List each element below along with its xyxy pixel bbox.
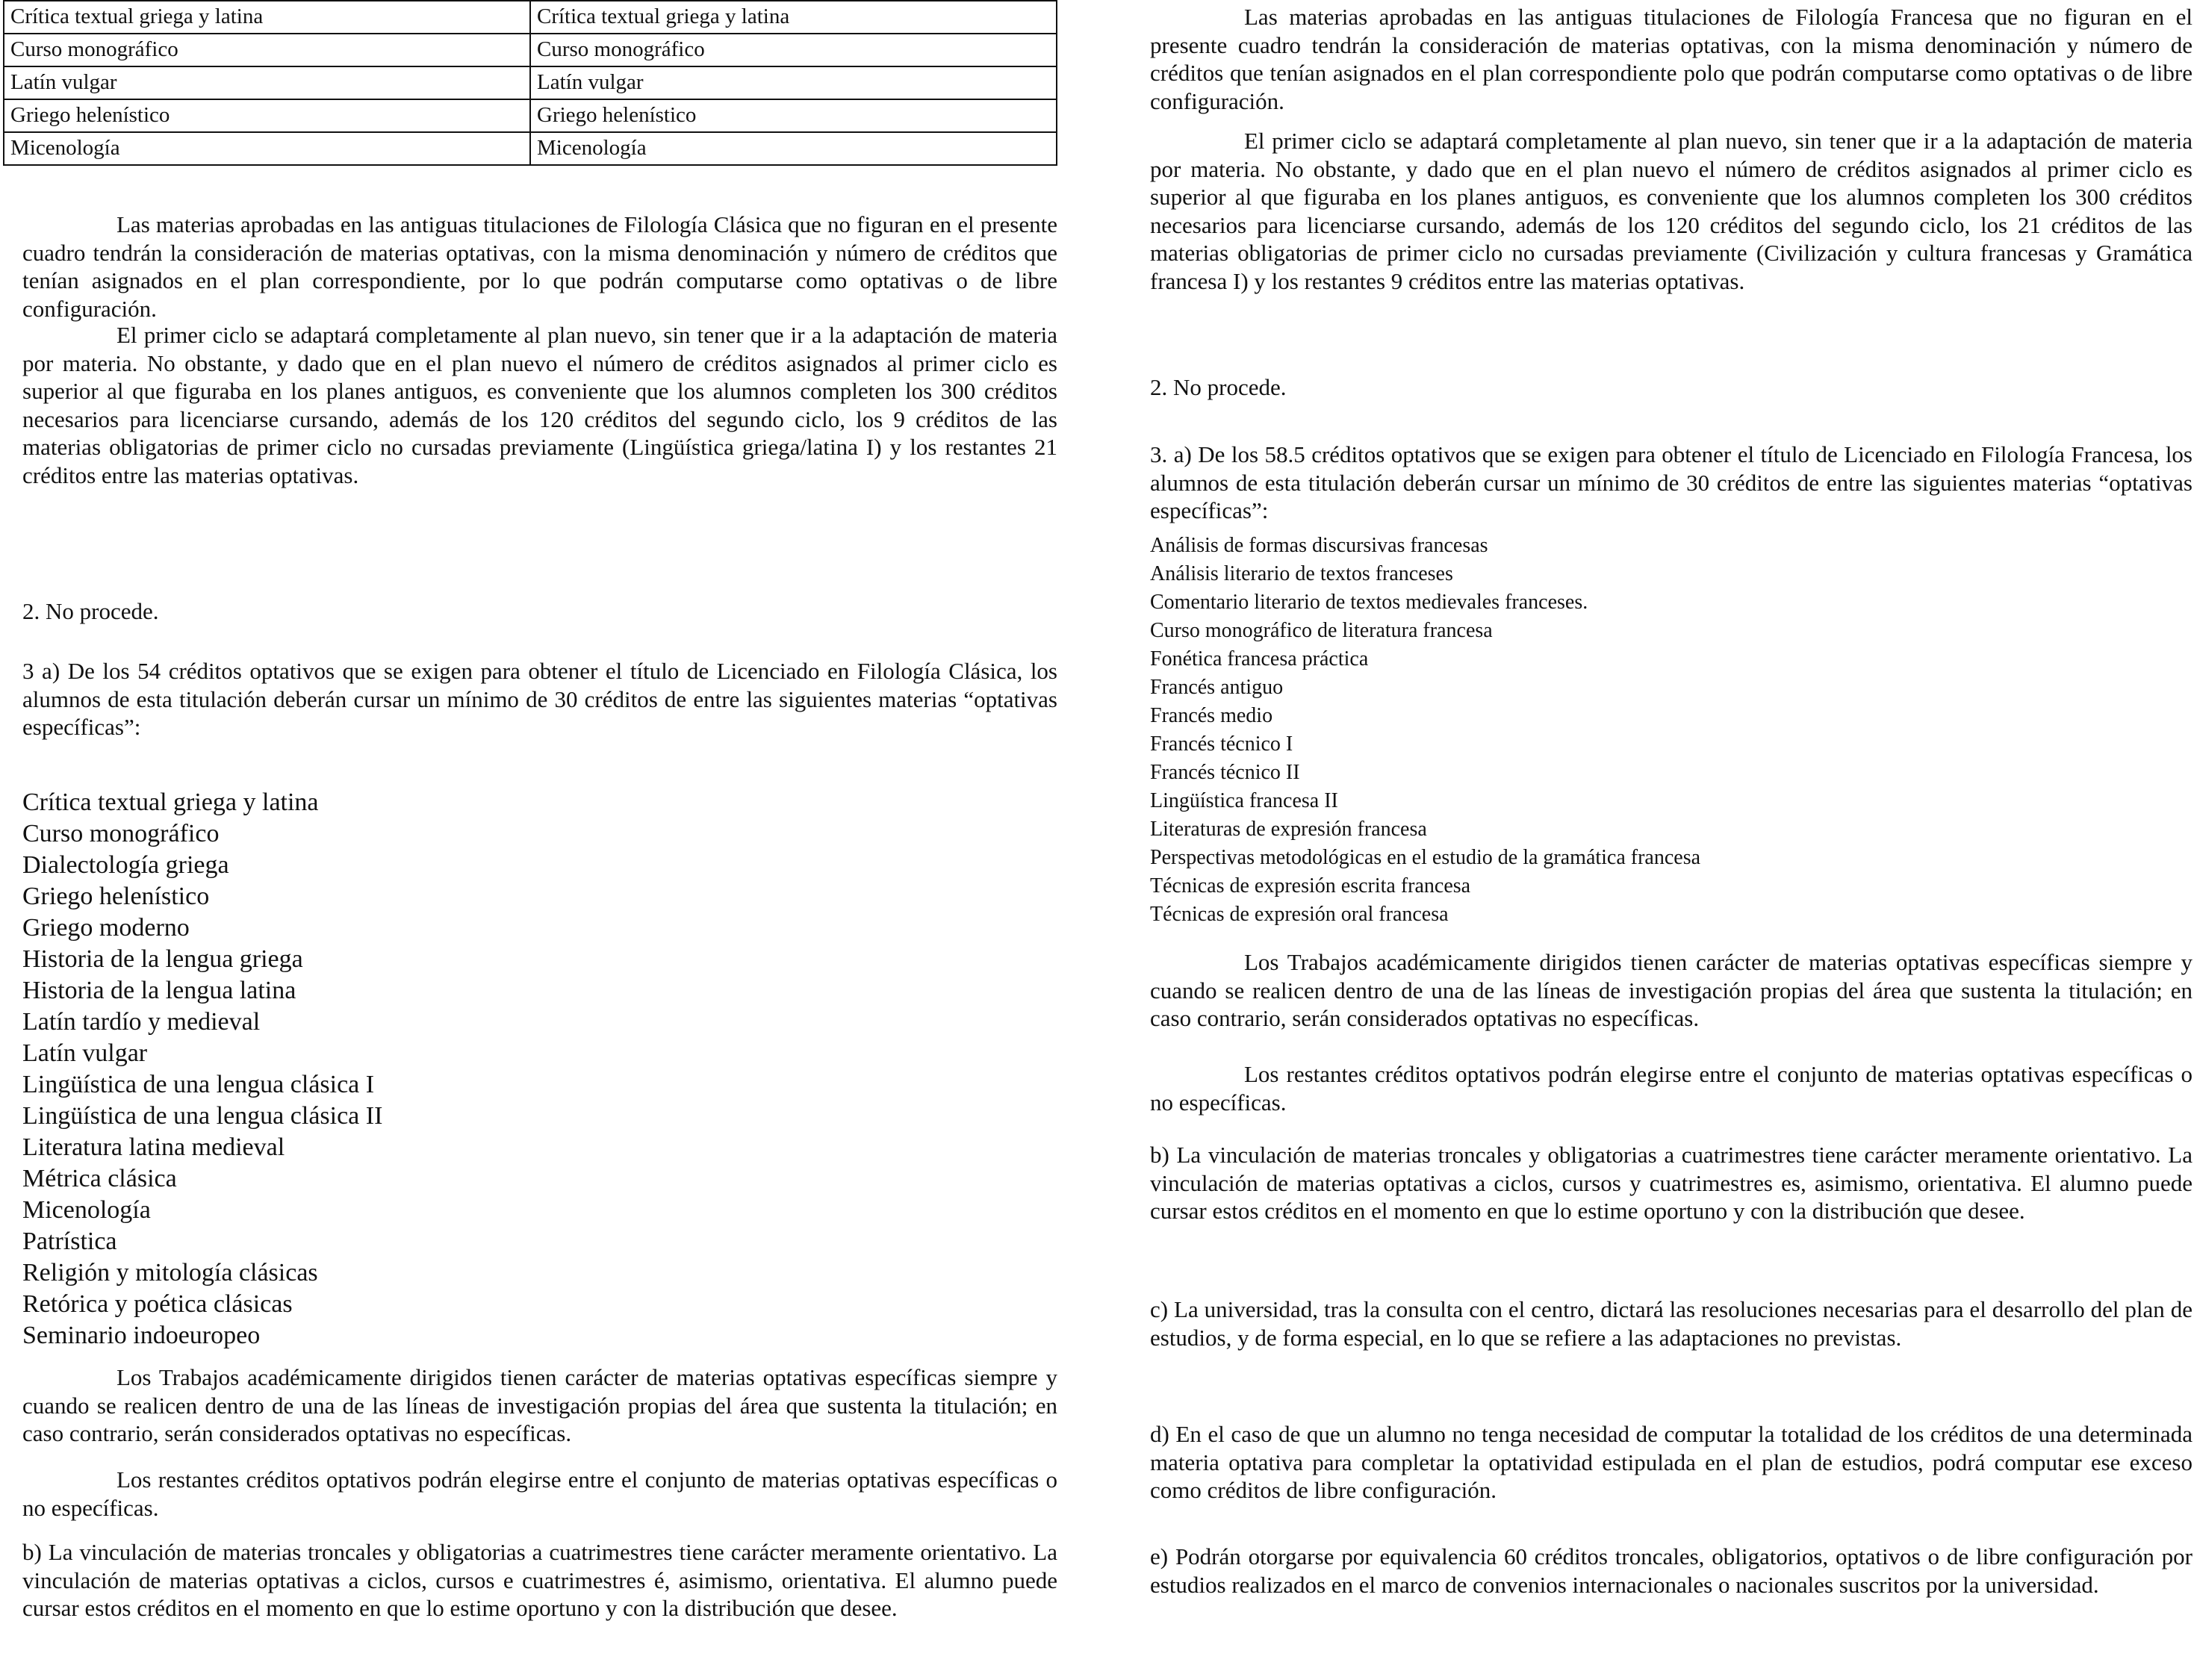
list-item: Perspectivas metodológicas en el estudio de la gramática francesa [1150, 846, 1701, 869]
list-item: Historia de la lengua griega [22, 945, 303, 973]
table-cell: Curso monográfico [4, 34, 530, 66]
list-item: Lingüística de una lengua clásica I [22, 1071, 375, 1098]
optional-subjects-list [22, 787, 1057, 1351]
list-item: Lingüística de una lengua clásica II [22, 1102, 383, 1130]
list-item: Seminario indoeuropeo [22, 1322, 261, 1349]
paragraph: d) En el caso de que un alumno no tenga necesidad de computar la totalidad de los créditos de una determinada materia optativa para completar la optatividad estipulada en el plan de estudios, podrá computar ese exceso como créditos de libre configuración. [1150, 1421, 2193, 1503]
table-row [4, 99, 1057, 132]
list-item: Métrica clásica [22, 1165, 177, 1192]
paragraph: Los restantes créditos optativos podrán elegirse entre el conjunto de materias optativas específicas o no específicas. [1150, 1061, 2193, 1116]
paragraph: Las materias aprobadas en las antiguas titulaciones de Filología Francesa que no figuran en el presente cuadro tendrán la consideración de materias optativas, con la misma denominación y número de créditos que tenían asignados en el plan correspondiente polo que podrán computarse como optativas o de libre configuración. [1150, 4, 2193, 114]
list-item: Curso monográfico [22, 820, 220, 847]
list-item: Francés técnico I [1150, 732, 1293, 756]
table-row [4, 66, 1057, 99]
table-cell: Latín vulgar [4, 66, 530, 99]
paragraph: c) La universidad, tras la consulta con el centro, dictará las resoluciones necesarias para el desarrollo del plan de estudios, y de forma especial, en lo que se refiere a las adaptaciones no previstas. [1150, 1296, 2193, 1351]
paragraph: e) Podrán otorgarse por equivalencia 60 créditos troncales, obligatorios, optativos o de libre configuración por estudios realizados en el marco de convenios internacionales o nacionales suscritos por la universidad. [1150, 1543, 2193, 1598]
table-cell: Micenología [4, 132, 530, 165]
list-item: Lingüística francesa II [1150, 789, 1338, 812]
table-row [4, 34, 1057, 66]
paragraph: 2. No procede. [1150, 374, 1287, 400]
list-item: Griego helenístico [22, 883, 210, 910]
table-cell: Griego helenístico [530, 99, 1057, 132]
list-item: Retórica y poética clásicas [22, 1290, 293, 1318]
paragraph: 3 a) De los 54 créditos optativos que se exigen para obtener el título de Licenciado en Filología Clásica, los alumnos de esta titulación deberán cursar un mínimo de 30 créditos de entre las siguientes materias “optativas específicas”: [22, 658, 1057, 740]
list-item: Técnicas de expresión oral francesa [1150, 903, 1449, 926]
table-row [4, 1, 1057, 34]
list-item: Fonética francesa práctica [1150, 647, 1369, 671]
table-cell: Crítica textual griega y latina [530, 1, 1057, 34]
paragraph: Los Trabajos académicamente dirigidos tienen carácter de materias optativas específicas siempre y cuando se realicen dentro de una de las líneas de investigación propias del área que sustenta la titulación; en caso contrario, serán considerados optativas no específicas. [1150, 949, 2193, 1031]
list-item: Patrística [22, 1228, 117, 1255]
list-item: Griego moderno [22, 914, 190, 942]
list-item: Dialectología griega [22, 851, 229, 879]
paragraph: 3. a) De los 58.5 créditos optativos que se exigen para obtener el título de Licenciado en Filología Francesa, los alumnos de esta titulación deberán cursar un mínimo de 30 créditos de entre las siguientes materias “optativas específicas”: [1150, 441, 2193, 523]
paragraph: El primer ciclo se adaptará completamente al plan nuevo, sin tener que ir a la adaptación de materia por materia. No obstante, y dado que en el plan nuevo el número de créditos asignados al primer ciclo es superior al que figuraba en los planes antiguos, es conveniente que los alumnos completen los 300 créditos necesarios para licenciarse cursando, además de los 120 créditos del segundo ciclo, los 9 créditos de las materias obligatorias de primer ciclo no cursadas previamente (Lingüística griega/latina I) y los restantes 21 créditos entre las materias optativas. [22, 322, 1057, 488]
list-item: Francés técnico II [1150, 761, 1300, 784]
paragraph: 2. No procede. [22, 598, 159, 624]
optional-subjects-list [1150, 532, 2193, 929]
table-cell: Crítica textual griega y latina [4, 1, 530, 34]
list-item: Crítica textual griega y latina [22, 788, 319, 816]
paragraph: Las materias aprobadas en las antiguas titulaciones de Filología Clásica que no figuran en el presente cuadro tendrán la consideración de materias optativas, con la misma denominación y número de créditos que tenían asignados en el plan correspondiente, por lo que podrán computarse como optativas o de libre configuración. [22, 211, 1057, 322]
list-item: Comentario literario de textos medievales franceses. [1150, 591, 1588, 614]
paragraph: Los Trabajos académicamente dirigidos tienen carácter de materias optativas específicas siempre y cuando se realicen dentro de una de las líneas de investigación propias del área que sustenta la titulación; en caso contrario, serán considerados optativas no específicas. [22, 1364, 1057, 1446]
list-item: Micenología [22, 1196, 151, 1224]
list-item: Francés medio [1150, 704, 1273, 727]
paragraph: El primer ciclo se adaptará completamente al plan nuevo, sin tener que ir a la adaptación de materia por materia. No obstante, y dado que en el plan nuevo el número de créditos asignados al primer ciclo es superior al que figuraba en los planes antiguos, es conveniente que los alumnos completen los 300 créditos necesarios para licenciarse cursando, además de los 120 créditos del segundo ciclo, los 21 créditos de las materias obligatorias de primer ciclo no cursadas previamente (Civilización y cultura francesas y Gramática francesa I) y los restantes 9 créditos entre las materias optativas. [1150, 128, 2193, 294]
list-item: Literaturas de expresión francesa [1150, 818, 1427, 841]
paragraph: b) La vinculación de materias troncales y obligatorias a cuatrimestres tiene carácter meramente orientativo. La vinculación de materias optativas a ciclos, cursos e cuatrimestres é, asimismo, orientativa. El alumno puede cursar estos créditos en el momento en que lo estime oportuno y con la distribución que desee. [22, 1539, 1057, 1621]
list-item: Latín tardío y medieval [22, 1008, 261, 1036]
list-item: Francés antiguo [1150, 676, 1284, 699]
list-item: Latín vulgar [22, 1039, 148, 1067]
paragraph: b) La vinculación de materias troncales y obligatorias a cuatrimestres tiene carácter meramente orientativo. La vinculación de materias optativas a ciclos, cursos y cuatrimestres es, asimismo, orientativa. El alumno puede cursar estos créditos en el momento en que lo estime oportuno y con la distribución que desee. [1150, 1142, 2193, 1224]
list-item: Análisis literario de textos franceses [1150, 562, 1453, 585]
list-item: Historia de la lengua latina [22, 977, 296, 1004]
adaptation-table [3, 0, 1057, 166]
list-item: Religión y mitología clásicas [22, 1259, 318, 1287]
table-cell: Latín vulgar [530, 66, 1057, 99]
table-cell: Micenología [530, 132, 1057, 165]
table-cell: Griego helenístico [4, 99, 530, 132]
table-row [4, 132, 1057, 165]
list-item: Literatura latina medieval [22, 1133, 285, 1161]
table-cell: Curso monográfico [530, 34, 1057, 66]
list-item: Análisis de formas discursivas francesas [1150, 534, 1488, 557]
paragraph: Los restantes créditos optativos podrán elegirse entre el conjunto de materias optativas específicas o no específicas. [22, 1466, 1057, 1521]
list-item: Técnicas de expresión escrita francesa [1150, 874, 1471, 897]
list-item: Curso monográfico de literatura francesa [1150, 619, 1493, 642]
